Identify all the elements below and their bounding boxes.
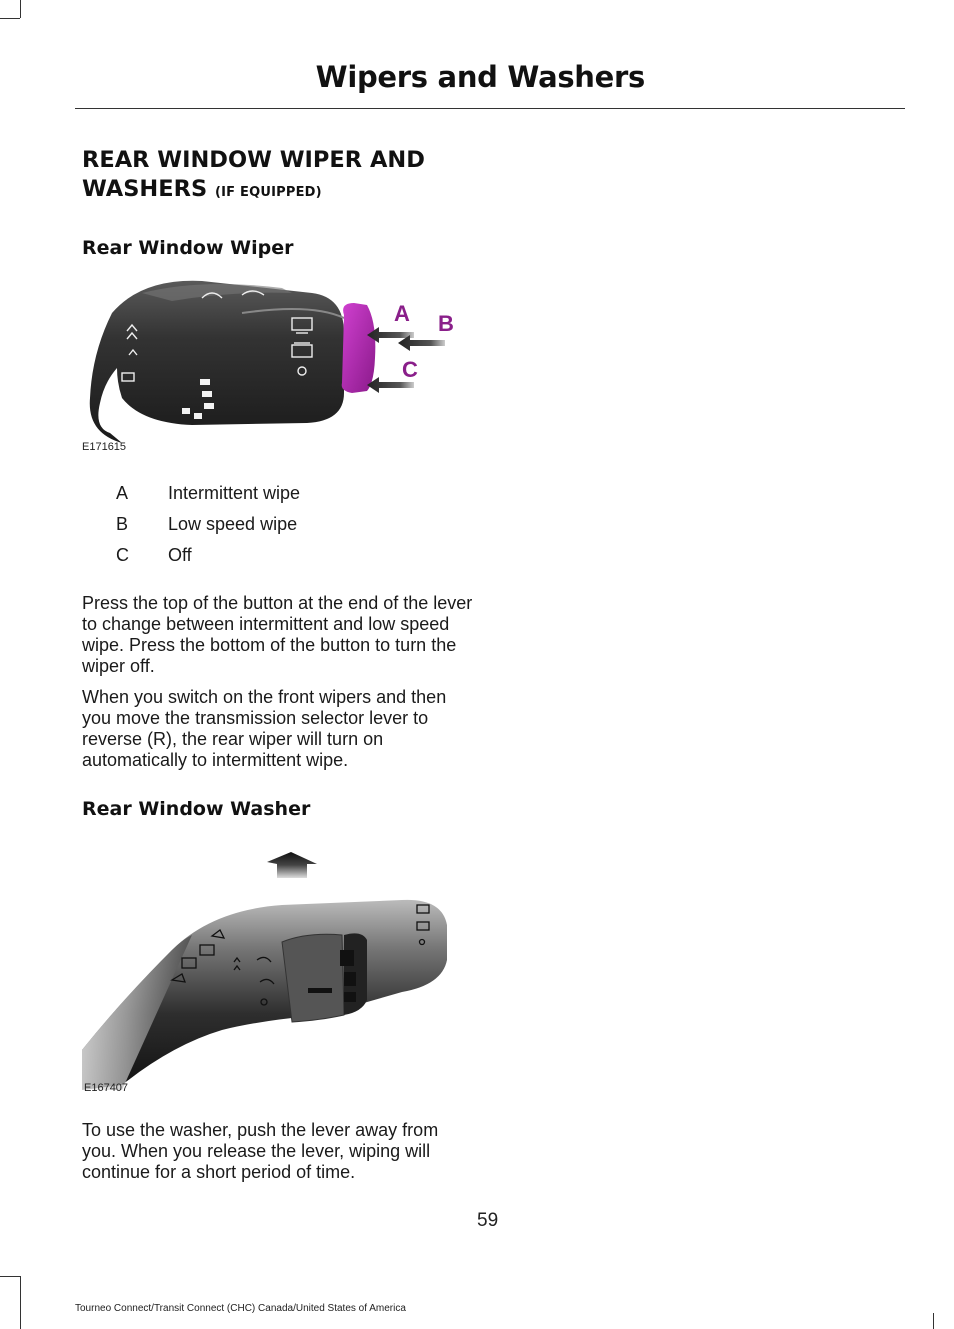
legend-list [82, 478, 477, 571]
legend-label: Low speed wipe [168, 514, 298, 534]
legend-label: Intermittent wipe [168, 483, 301, 503]
legend-item [82, 478, 477, 509]
crop-mark [0, 18, 20, 19]
crop-mark [20, 0, 21, 18]
callout-a: A [394, 301, 410, 326]
washer-heading: Rear Window Washer [82, 798, 311, 820]
crop-mark [933, 1313, 934, 1329]
paragraph: To use the washer, push the lever away from you. When you release the lever, wiping will continue for a short period of time. [82, 1120, 439, 1182]
wiper-lever-diagram [82, 850, 477, 1090]
section-title [82, 146, 477, 207]
section-title-text: REAR WINDOW WIPER AND WASHERS [82, 147, 425, 202]
wiper-heading: Rear Window Wiper [82, 237, 294, 259]
paragraph: When you switch on the front wipers and then you move the transmission selector lever to reverse (R), the rear wiper will turn on automatically to intermittent wipe. [82, 687, 447, 770]
callout-c: C [402, 357, 418, 382]
page-title: Wipers and Washers [315, 60, 645, 94]
page-number: 59 [477, 1210, 499, 1231]
legend-key: B [116, 514, 129, 534]
washer-figure [82, 850, 477, 1120]
crop-mark [20, 1276, 21, 1329]
main-column [82, 140, 477, 1183]
footer-text: Tourneo Connect/Transit Connect (CHC) Canada/United States of America [75, 1303, 406, 1314]
legend-key: C [116, 545, 129, 565]
figure-id: E171615 [82, 441, 127, 453]
crop-mark [0, 1276, 20, 1277]
figure-id: E167407 [84, 1082, 129, 1094]
page-header [75, 60, 905, 109]
push-arrow-icon [267, 852, 317, 878]
legend-label: Off [168, 545, 192, 565]
legend-item [82, 540, 477, 571]
paragraph: Press the top of the button at the end of the lever to change between intermittent and low speed wipe. Press the bottom of the button to turn the wiper off. [82, 593, 473, 676]
callout-b: B [438, 311, 454, 336]
legend-item [82, 509, 477, 540]
section-qualifier: (IF EQUIPPED) [215, 185, 322, 200]
legend-key: A [116, 483, 129, 503]
wiper-figure [82, 273, 477, 463]
